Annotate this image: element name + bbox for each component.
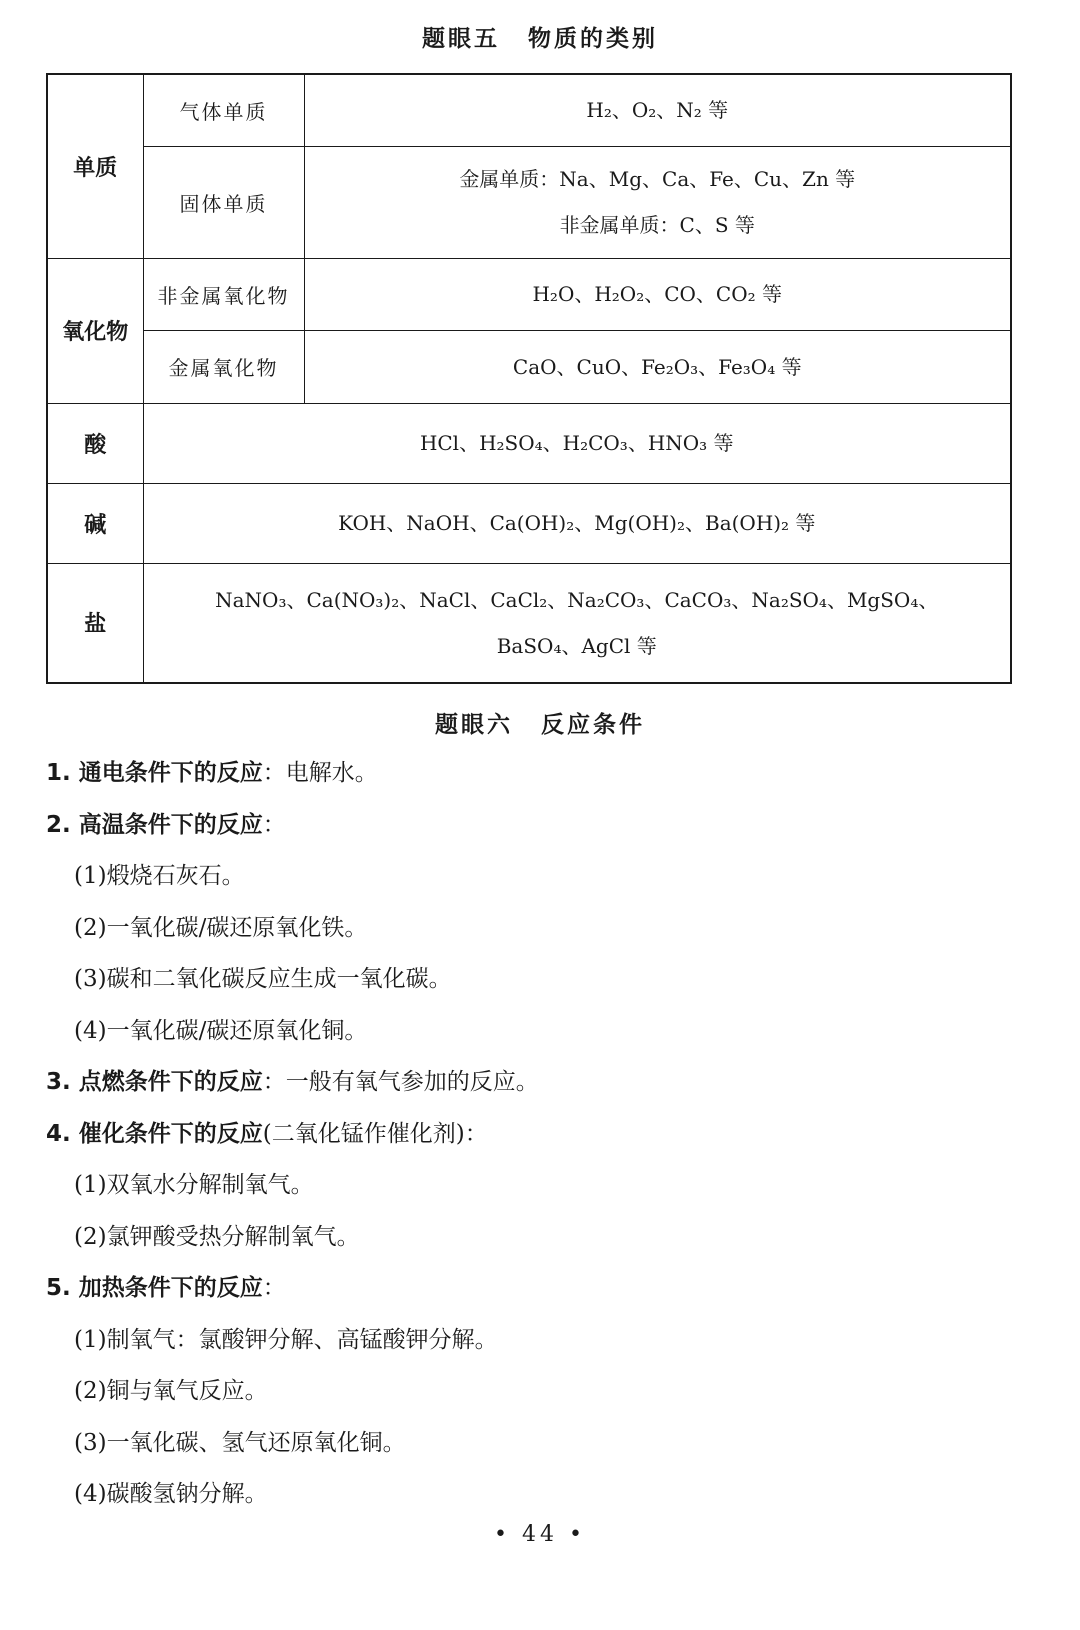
- item-text: (二氧化锰作催化剂)：: [262, 1120, 488, 1147]
- examples-cell: [143, 563, 1011, 683]
- table-row: [47, 74, 1011, 146]
- examples-line: CaO、CuO、Fe₂O₃、Fe₃O₄ 等: [512, 354, 802, 379]
- table-row: [47, 258, 1011, 330]
- item-heading: 2. 高温条件下的反应: [46, 811, 263, 838]
- category-cell: 氧化物: [47, 258, 143, 403]
- section6-title-a: 题眼六: [435, 712, 513, 738]
- list-item: [46, 800, 1036, 852]
- list-item: [46, 748, 1036, 800]
- reaction-conditions-list: [46, 748, 1036, 1521]
- list-item: (1)煅烧石灰石。: [74, 863, 245, 889]
- item-heading: 1. 通电条件下的反应: [46, 760, 263, 786]
- examples-line: H₂O、H₂O₂、CO、CO₂ 等: [532, 282, 782, 306]
- section6-title-b: 反应条件: [541, 712, 645, 738]
- item-heading: 3. 点燃条件下的反应: [46, 1069, 263, 1095]
- list-item: [46, 1263, 1036, 1315]
- list-item: (3)碳和二氧化碳反应生成一氧化碳。: [74, 966, 452, 992]
- list-item: (4)碳酸氢钠分解。: [74, 1481, 268, 1507]
- examples-line: NaNO₃、Ca(NO₃)₂、NaCl、CaCl₂、Na₂CO₃、CaCO₃、Na₂SO₄、MgSO₄、: [215, 587, 939, 612]
- examples-line: 非金属单质：C、S 等: [559, 213, 755, 237]
- item-text: ：电解水。: [262, 760, 378, 786]
- item-text: ：一般有氧气参加的反应。: [262, 1069, 539, 1095]
- category-cell: 单质: [47, 74, 143, 258]
- examples-cell: [304, 74, 1011, 146]
- substance-classification-table: [46, 73, 1012, 684]
- list-item: (3)一氧化碳、氢气还原氧化铜。: [74, 1429, 406, 1456]
- list-item: (2)氯钾酸受热分解制氧气。: [74, 1223, 360, 1250]
- examples-line: HCl、H₂SO₄、H₂CO₃、HNO₃ 等: [419, 431, 734, 455]
- section5-title-b: 物质的类别: [528, 26, 658, 52]
- item-heading: 5. 加热条件下的反应: [46, 1275, 263, 1301]
- list-item: (1)制氧气：氯酸钾分解、高锰酸钾分解。: [74, 1326, 498, 1353]
- section5-title-a: 题眼五: [422, 26, 500, 52]
- category-cell: 碱: [47, 483, 143, 563]
- table-row: [47, 483, 1011, 563]
- list-item: [46, 1109, 1036, 1161]
- category-cell: 盐: [47, 563, 143, 683]
- subtype-cell: 固体单质: [143, 146, 304, 258]
- examples-cell: [143, 403, 1011, 483]
- item-text: ：: [262, 811, 286, 838]
- section5-title: [0, 20, 1080, 53]
- examples-cell: [304, 146, 1011, 258]
- subtype-cell: 非金属氧化物: [143, 258, 304, 330]
- examples-cell: [143, 483, 1011, 563]
- examples-line: 金属单质：Na、Mg、Ca、Fe、Cu、Zn 等: [459, 167, 856, 191]
- page-number: • 44 •: [494, 1522, 586, 1547]
- list-item: (4)一氧化碳/碳还原氧化铜。: [74, 1017, 368, 1044]
- examples-cell: [304, 330, 1011, 403]
- table-row: [47, 330, 1011, 403]
- examples-line: H₂、O₂、N₂ 等: [586, 98, 729, 123]
- subtype-cell: 金属氧化物: [143, 330, 304, 403]
- list-item: (2)铜与氧气反应。: [74, 1378, 268, 1404]
- section6-title: [0, 706, 1080, 739]
- item-text: ：: [262, 1275, 286, 1301]
- examples-line: BaSO₄、AgCl 等: [496, 633, 657, 658]
- examples-line: KOH、NaOH、Ca(OH)₂、Mg(OH)₂、Ba(OH)₂ 等: [338, 511, 816, 535]
- item-heading: 4. 催化条件下的反应: [46, 1120, 263, 1147]
- examples-cell: [304, 258, 1011, 330]
- list-item: [46, 1057, 1036, 1109]
- list-item: (2)一氧化碳/碳还原氧化铁。: [74, 914, 368, 941]
- table-row: [47, 146, 1011, 258]
- list-item: (1)双氧水分解制氧气。: [74, 1172, 314, 1198]
- subtype-cell: 气体单质: [143, 74, 304, 146]
- table-row: [47, 403, 1011, 483]
- category-cell: 酸: [47, 403, 143, 483]
- table-row: [47, 563, 1011, 683]
